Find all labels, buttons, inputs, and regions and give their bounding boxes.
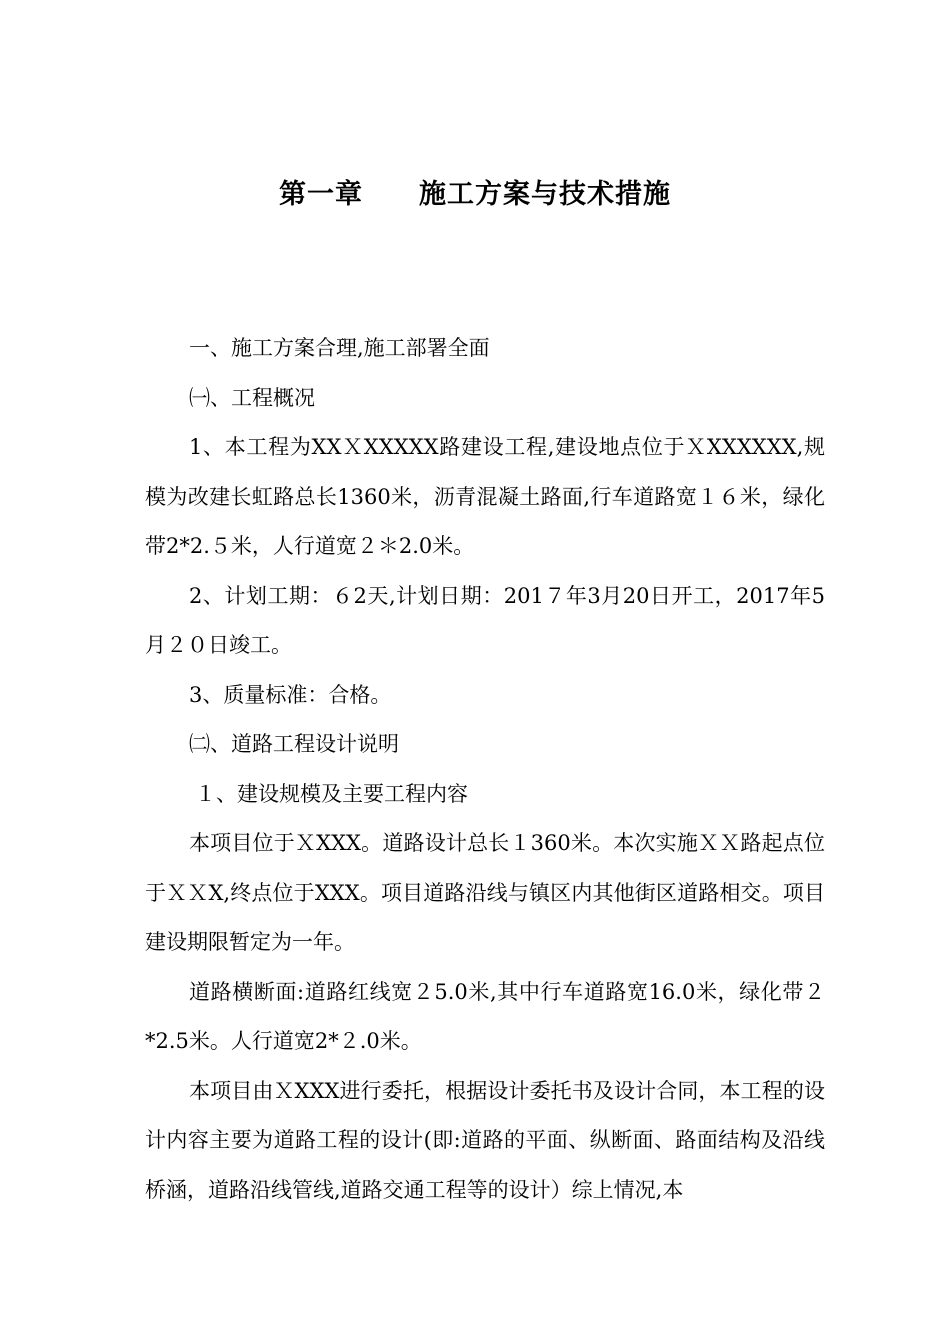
section-heading: 一、施工方案合理,施工部署全面 — [189, 336, 490, 360]
chapter-title: 第一章 施工方案与技术措施 — [279, 179, 671, 210]
body-paragraph: 本项目由ＸXXX进行委托，根据设计委托书及设计合同，本工程的设计内容主要为道路工程的设计(即:道路的平面、纵断面、路面结构及沿线桥涵，道路沿线管线,道路交通工程等的设计）综上情况,本 — [145, 1078, 825, 1202]
subsection-heading: ㈠、工程概况 — [189, 385, 315, 410]
body-paragraph: 1、本工程为XXＸXXXXX路建设工程,建设地点位于ＸXXXXXX,规模为改建长虹路总长1360米，沥青混凝土路面,行车道路宽１６米，绿化带2*2.５米，人行道宽２＊2.0米。 — [145, 435, 825, 558]
subsection-heading: ㈡、道路工程设计说明 — [189, 732, 399, 756]
body-paragraph: 本项目位于ＸXXX。道路设计总长１360米。本次实施ＸＸ路起点位于ＸＸX,终点位于XXX。项目道路沿线与镇区内其他街区道路相交。项目建设期限暂定为一年。 — [145, 831, 825, 954]
item-heading: １、建设规模及主要工程内容 — [195, 781, 468, 806]
body-paragraph: 2、计划工期：６2天,计划日期：201７年3月20日开工，2017年5月２０日竣工。 — [145, 583, 825, 657]
body-paragraph: 道路横断面:道路红线宽２5.0米,其中行车道路宽16.0米，绿化带２*2.5米。人行道宽2*２.0米。 — [145, 979, 825, 1053]
document-body — [145, 324, 825, 1215]
body-paragraph: 3、质量标准：合格。 — [189, 682, 392, 707]
